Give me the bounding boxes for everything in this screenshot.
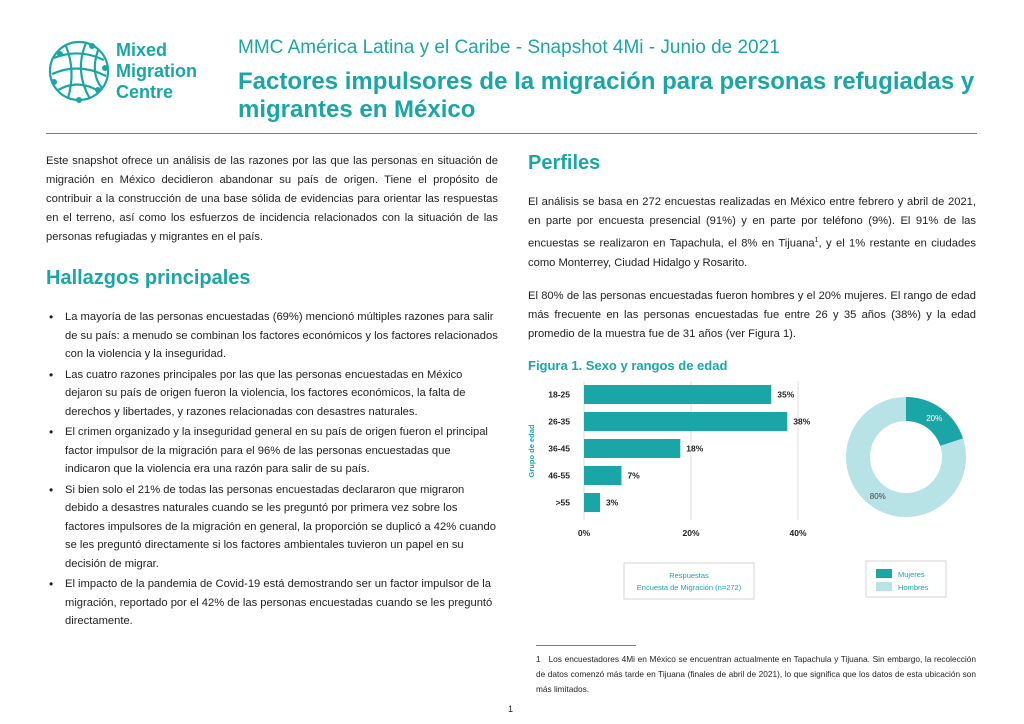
pie-data-label: 80% [869, 491, 886, 501]
figure-1-charts [528, 375, 976, 605]
logo-wordmark [116, 40, 197, 103]
x-tick-label: 40% [789, 528, 807, 538]
list-item: • El crimen organizado y la inseguridad general en su país de origen fueron el principal factor impulsor de la migración para el 96% de las personas encuestadas que indicaron que la violencia era una razón para salir de su país. [46, 423, 498, 479]
perfiles-paragraph-1-text-a: El análisis se basa en 272 encuestas realizadas en México entre febrero y abril de 2021, en parte por encuesta presencial (91%) y en parte por teléfono (9%). El 91% de las encuestas se realizaron en Tapachula, el 8% en Tijuana [528, 196, 976, 250]
legend-swatch [876, 569, 892, 578]
list-item: • El impacto de la pandemia de Covid-19 está demostrando ser un factor impulsor de la migración, reportado por el 42% de las personas encuestadas cuando se les preguntó directamente. [46, 575, 498, 631]
page-header [0, 0, 1024, 140]
category-label: 26-35 [548, 416, 570, 427]
data-label: 38% [793, 416, 811, 427]
logo-line-1: Mixed [116, 40, 168, 60]
figure-title: Figura 1. Sexo y rangos de edad [528, 357, 728, 373]
y-axis-label: Grupo de edad [527, 424, 536, 478]
logo-line-3: Centre [116, 82, 174, 102]
legend-label: Hombres [898, 583, 929, 592]
pie-data-label: 20% [926, 414, 943, 424]
category-label: 46-55 [548, 470, 570, 481]
category-label: 18-25 [548, 389, 570, 400]
data-label: 3% [606, 497, 619, 508]
data-label: 7% [627, 470, 640, 481]
x-tick-label: 0% [577, 528, 591, 538]
footnote-number: 1 [536, 654, 541, 664]
header-divider [46, 133, 977, 134]
perfiles-paragraph-1-text-b: , y el 1% restante en ciudades como Monterrey, Ciudad Hidalgo y Rosarito. [528, 237, 976, 269]
data-label: 35% [777, 389, 795, 400]
right-column [528, 152, 976, 373]
list-item: • Si bien solo el 21% de todas las personas encuestadas declararon que migraron debido a desastres naturales cuando se les preguntó por primera vez sobre los factores impulsores de la migración en general, la proporción se duplicó a 42% cuando se les preguntó directamente si los factores ambientales tuvieron un papel en su decisión de migrar. [46, 481, 498, 574]
perfiles-paragraph-1 [528, 193, 976, 273]
bar-legend-box [624, 563, 754, 599]
findings-list [46, 308, 498, 631]
footnote-divider [536, 645, 636, 646]
bar-legend-line-1: Respuestas [669, 571, 709, 580]
data-label: 18% [686, 443, 704, 454]
bar [584, 493, 600, 512]
logo-line-2: Migration [116, 61, 197, 81]
report-subtitle: MMC América Latina y el Caribe - Snapshot 4Mi - Junio de 2021 [238, 37, 780, 58]
report-title: Factores impulsores de la migración para personas refugiadas y migrantes en México [238, 68, 975, 123]
footnote-ref[interactable]: 1 [814, 237, 819, 244]
x-tick-label: 20% [682, 528, 700, 538]
category-label: >55 [555, 497, 570, 508]
list-item: • Las cuatro razones principales por las que las personas encuestadas en México dejaron su país de origen fueron la violencia, los factores económicos, la falta de derechos y libertades, y razones relacionadas con desastres naturales. [46, 366, 498, 422]
footnote [536, 652, 976, 697]
intro-paragraph: Este snapshot ofrece un análisis de las razones por las que las personas en situación de migración en México decidieron abandonar su país de origen. Tiene el propósito de contribuir a la construcción de una base sólida de evidencias para orientar las respuestas en el terreno, así como los esfuerzos de incidencia relacionados con la situación de las personas refugiadas y migrantes en el país. [46, 155, 498, 243]
list-item: • La mayoría de las personas encuestadas (69%) mencionó múltiples razones para salir de su país: a menudo se combinan los factores económicos y los factores relacionados con la violencia y la inseguridad. [46, 308, 498, 364]
bar [584, 466, 621, 485]
perfiles-paragraph-2: El 80% de las personas encuestadas fueron hombres y el 20% mujeres. El rango de edad más frecuente en las personas encuestadas fue entre 26 y 35 años (38%) y la edad promedio de la muestra fue de 31 años (ver Figura 1). [528, 289, 976, 340]
bar-legend-line-2: Encuesta de Migración (n=272) [636, 583, 742, 592]
bar [584, 385, 771, 404]
section-title-hallazgos: Hallazgos principales [46, 267, 251, 289]
section-title-perfiles: Perfiles [528, 152, 601, 174]
legend-swatch [876, 582, 892, 591]
bar [584, 439, 680, 458]
page-number: 1 [508, 704, 514, 714]
legend-label: Mujeres [898, 570, 925, 579]
bar [584, 412, 787, 431]
left-column [46, 152, 498, 633]
category-label: 36-45 [548, 443, 570, 454]
footnote-text: Los encuestadores 4Mi en México se encuentran actualmente en Tapachula y Tijuana. Sin embargo, la recolección de datos comenzó más tarde en Tijuana (finales de abril de 2021), lo que significa que los datos de esta ubicación son más limitados. [536, 654, 976, 694]
